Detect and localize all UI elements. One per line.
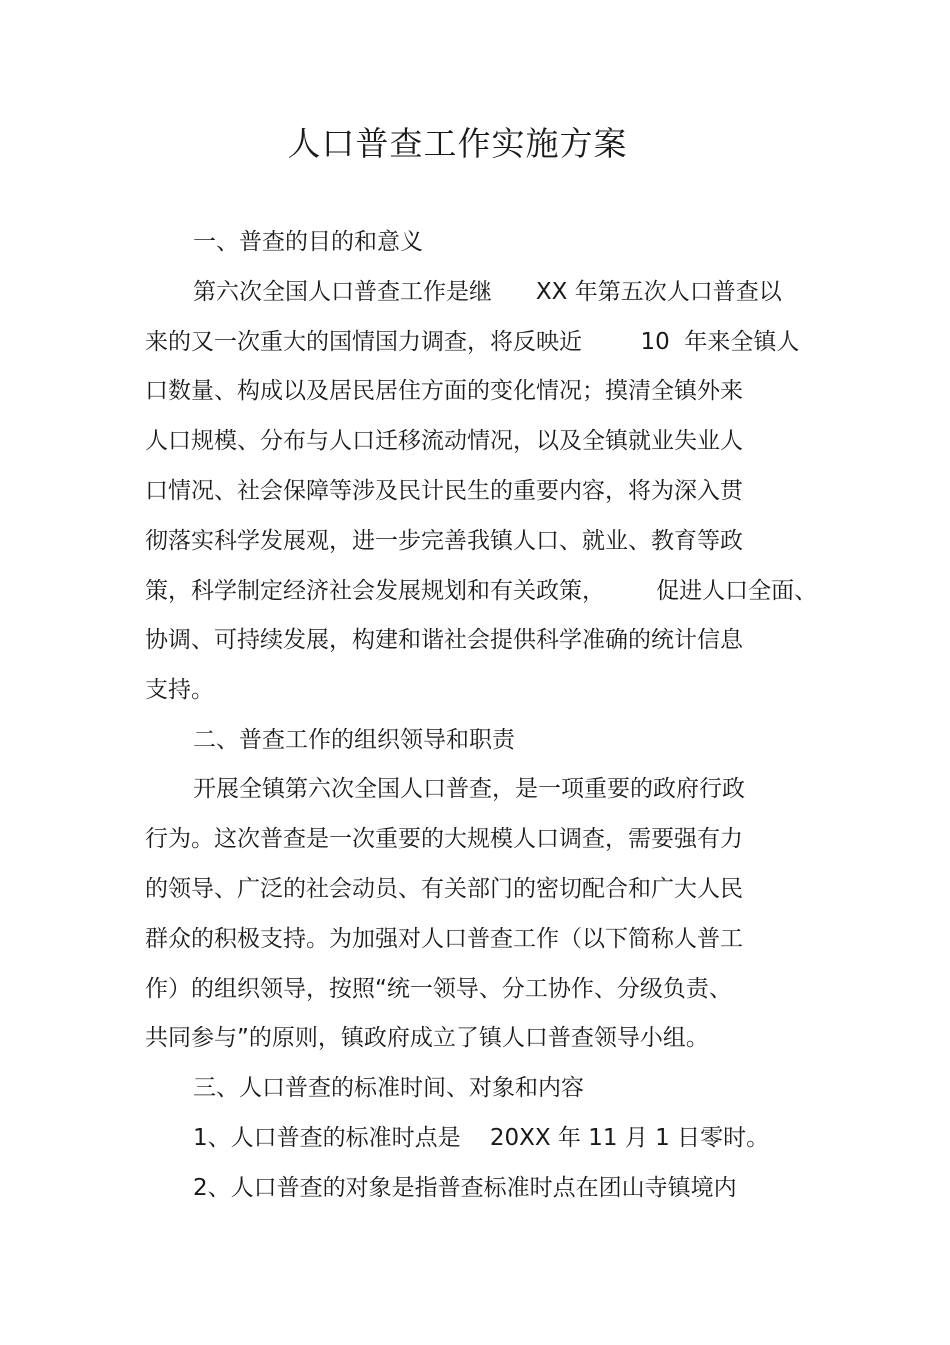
paragraph-line: 彻落实科学发展观，进一步完善我镇人口、就业、教育等政 [145,528,743,554]
paragraph-line: 作）的组织领导，按照“统一领导、分工协作、分级负责、 [145,976,732,1002]
paragraph-line: 人口规模、分布与人口迁移流动情况，以及全镇就业失业人 [145,428,743,454]
paragraph-line: 支持。 [145,677,214,703]
paragraph-line: 协调、可持续发展，构建和谐社会提供科学准确的统计信息 [145,627,743,653]
paragraph-line: 开展全镇第六次全国人口普查，是一项重要的政府行政 [193,776,745,802]
paragraph-line: 行为。这次普查是一次重要的大规模人口调查，需要强有力 [145,826,743,852]
paragraph-line: 第六次全国人口普查工作是继 XX 年第五次人口普查以 [193,279,782,305]
paragraph-line: 口数量、构成以及居民居住方面的变化情况；摸清全镇外来 [145,378,743,404]
document-title: 人口普查工作实施方案 [287,124,628,163]
section-heading-2: 二、普查工作的组织领导和职责 [193,727,515,753]
paragraph-line: 来的又一次重大的国情国力调查，将反映近 10 年来全镇人 [145,329,800,355]
paragraph-line: 2、人口普查的对象是指普查标准时点在团山寺镇境内 [193,1175,737,1201]
paragraph-line: 群众的积极支持。为加强对人口普查工作（以下简称人普工 [145,926,743,952]
section-heading-1: 一、普查的目的和意义 [193,229,423,255]
paragraph-line: 策，科学制定经济社会发展规划和有关政策， 促进人口全面、 [145,578,818,604]
section-heading-3: 三、人口普查的标准时间、对象和内容 [193,1075,584,1101]
paragraph-line: 共同参与”的原则，镇政府成立了镇人口普查领导小组。 [145,1025,709,1051]
paragraph-line: 口情况、社会保障等涉及民计民生的重要内容，将为深入贯 [145,478,743,504]
paragraph-line: 1、人口普查的标准时点是 20XX 年 11 月 1 日零时。 [193,1125,770,1151]
paragraph-line: 的领导、广泛的社会动员、有关部门的密切配合和广大人民 [145,876,743,902]
